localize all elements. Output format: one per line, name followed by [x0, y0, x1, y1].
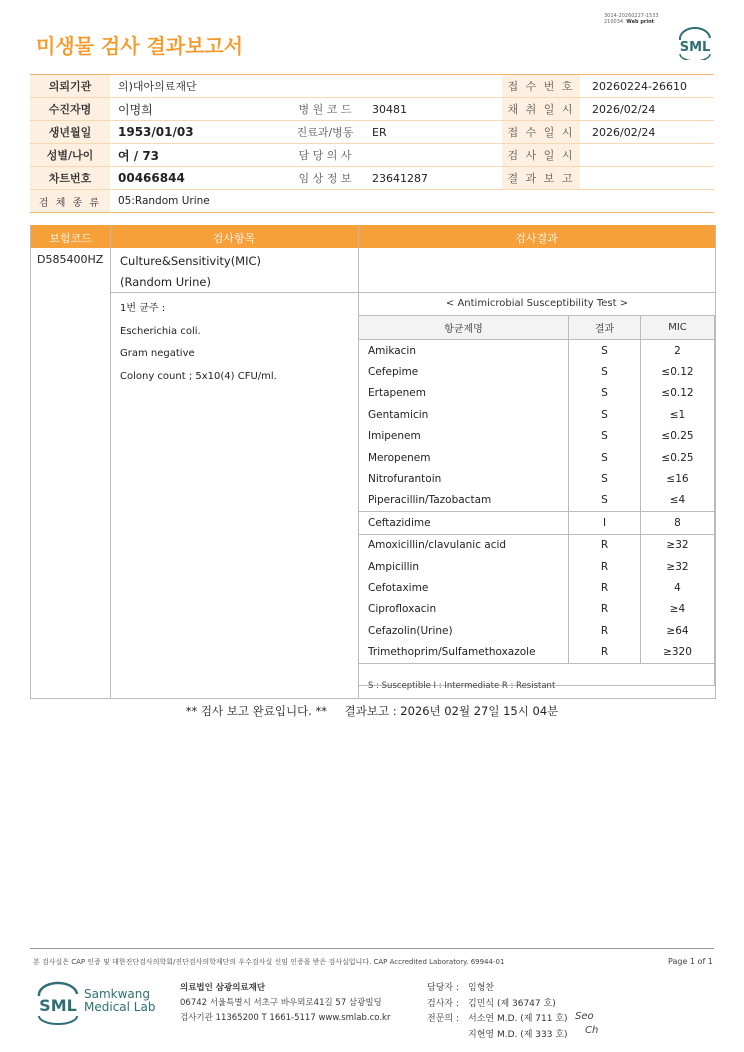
- drug-name: Ampicillin: [359, 556, 569, 577]
- results-section: [30, 225, 716, 699]
- drug-name: Meropenem: [359, 447, 569, 468]
- mic-cell: ≥64: [641, 620, 715, 641]
- drug-name: Amoxicillin/clavulanic acid: [359, 534, 569, 556]
- results-header: [31, 225, 715, 248]
- header-test-item: 검사항목: [212, 232, 256, 245]
- staff-list: [427, 981, 568, 1043]
- label-requesting-org: 의뢰기관: [30, 75, 110, 98]
- drug-name: Cefazolin(Urine): [359, 620, 569, 641]
- gram-stain: Gram negative: [120, 348, 195, 359]
- result-cell: R: [569, 599, 641, 620]
- table-row: [359, 556, 715, 577]
- table-row: [359, 468, 715, 489]
- info-row: [30, 75, 714, 98]
- mic-cell: ≤4: [641, 490, 715, 512]
- result-cell: S: [569, 340, 641, 362]
- print-code: 3014-20260227-1533 210034 Web print: [604, 13, 659, 25]
- patient-info-table: [30, 74, 714, 213]
- drug-name: Amikacin: [359, 340, 569, 362]
- value-department: ER: [364, 121, 502, 144]
- label-physician: 담 당 의 사: [286, 144, 364, 167]
- col-mic: MIC: [641, 316, 715, 340]
- value-physician: [364, 144, 502, 167]
- info-row: [30, 144, 714, 167]
- mic-cell: ≤16: [641, 468, 715, 489]
- mic-cell: ≥32: [641, 534, 715, 556]
- label-department: 진료과/병동: [286, 121, 364, 144]
- label-sex-age: 성별/나이: [30, 144, 110, 167]
- staff-row: 지현영 M.D. (제 333 호): [468, 1029, 568, 1040]
- value-patient-name: 이명희: [110, 98, 286, 121]
- result-cell: I: [569, 512, 641, 534]
- header-test-result: 검사결과: [515, 232, 558, 245]
- mic-cell: 4: [641, 577, 715, 598]
- info-row: [30, 167, 714, 190]
- mic-cell: ≤0.25: [641, 447, 715, 468]
- result-cell: S: [569, 426, 641, 447]
- result-cell: R: [569, 577, 641, 598]
- drug-name: Cefotaxime: [359, 577, 569, 598]
- value-chart-no: 00466844: [110, 167, 286, 190]
- signature: Seo Ch: [575, 1011, 599, 1036]
- table-row: [359, 340, 715, 362]
- table-header-row: [359, 316, 715, 340]
- value-test-date: [580, 144, 714, 167]
- drug-name: Trimethoprim/Sulfamethoxazole: [359, 641, 569, 663]
- mic-cell: ≥4: [641, 599, 715, 620]
- page-number: Page 1 of 1: [668, 957, 713, 966]
- table-row: [359, 620, 715, 641]
- table-row: [359, 383, 715, 404]
- value-report-date: [580, 167, 714, 190]
- brand-name: Samkwang Medical Lab: [84, 987, 156, 1014]
- value-collection-date: 2026/02/24: [580, 98, 714, 121]
- divider: [110, 225, 111, 698]
- mic-cell: ≤0.12: [641, 361, 715, 382]
- table-row: [359, 361, 715, 382]
- header-insurance-code: 보험코드: [49, 232, 92, 245]
- result-cell: R: [569, 641, 641, 663]
- info-row: [30, 121, 714, 144]
- svg-text:SML: SML: [39, 996, 77, 1015]
- info-row: [30, 98, 714, 121]
- drug-name: Gentamicin: [359, 404, 569, 425]
- drug-name: Ceftazidime: [359, 512, 569, 534]
- colony-count: Colony count ; 5x10(4) CFU/ml.: [120, 370, 277, 382]
- mic-cell: ≥32: [641, 556, 715, 577]
- mic-cell: 8: [641, 512, 715, 534]
- value-sex-age: 여 / 73: [110, 144, 286, 167]
- table-row: [359, 512, 715, 534]
- mic-cell: 2: [641, 340, 715, 362]
- sml-footer-logo-icon: [36, 980, 80, 1028]
- label-accession-no: 접 수 번 호: [502, 75, 580, 98]
- info-row: [30, 190, 714, 213]
- svg-text:SML: SML: [679, 40, 711, 55]
- completion-message: ** 검사 보고 완료입니다. ** 결과보고 : 2026년 02월 27일 15시 04분: [185, 704, 559, 718]
- document-title: 미생물 검사 결과보고서: [36, 34, 244, 58]
- footer-divider: [30, 948, 714, 949]
- table-row: [359, 599, 715, 620]
- mic-cell: ≤0.12: [641, 383, 715, 404]
- result-cell: S: [569, 447, 641, 468]
- table-row: [359, 641, 715, 663]
- mic-cell: ≤0.25: [641, 426, 715, 447]
- label-test-date: 검 사 일 시: [502, 144, 580, 167]
- organism-label: 1번 균주 :: [120, 303, 166, 314]
- sml-logo-icon: [676, 26, 714, 60]
- organism-info: [120, 298, 277, 388]
- drug-name: Ciprofloxacin: [359, 599, 569, 620]
- result-cell: S: [569, 404, 641, 425]
- mic-cell: ≥320: [641, 641, 715, 663]
- test-item-name: Culture&Sensitivity(MIC) (Random Urine): [120, 254, 262, 289]
- label-chart-no: 차트번호: [30, 167, 110, 190]
- label-report-date: 결 과 보 고: [502, 167, 580, 190]
- table-row: [359, 490, 715, 512]
- result-cell: S: [569, 383, 641, 404]
- result-cell: R: [569, 534, 641, 556]
- result-cell: S: [569, 468, 641, 489]
- col-drug: 항균제명: [359, 316, 569, 340]
- drug-name: Nitrofurantoin: [359, 468, 569, 489]
- table-row: [359, 577, 715, 598]
- drug-name: Cefepime: [359, 361, 569, 382]
- report-timestamp: 결과보고 : 2026년 02월 27일 15시 04분: [344, 704, 559, 718]
- label-clinical-info: 임 상 정 보: [286, 167, 364, 190]
- organism-name: Escherichia coli.: [120, 325, 201, 337]
- susceptibility-legend: S : Susceptible I : Intermediate R : Resistant: [368, 681, 556, 691]
- label-patient-name: 수진자명: [30, 98, 110, 121]
- divider: [358, 225, 359, 293]
- col-result: 결과: [569, 316, 641, 340]
- drug-name: Piperacillin/Tazobactam: [359, 490, 569, 512]
- result-cell: R: [569, 556, 641, 577]
- label-birth-date: 생년월일: [30, 121, 110, 144]
- susceptibility-table: [358, 315, 715, 686]
- result-cell: S: [569, 490, 641, 512]
- label-received-date: 접 수 일 시: [502, 121, 580, 144]
- staff-row: 전문의 : 서소연 M.D. (제 711 호): [427, 1014, 568, 1024]
- drug-name: Ertapenem: [359, 383, 569, 404]
- value-specimen-type: 05:Random Urine: [110, 190, 714, 213]
- value-clinical-info: 23641287: [364, 167, 502, 190]
- value-received-date: 2026/02/24: [580, 121, 714, 144]
- label-collection-date: 채 취 일 시: [502, 98, 580, 121]
- table-row: [359, 447, 715, 468]
- staff-row: 검사자 : 김민식 (제 36747 호): [427, 998, 556, 1009]
- mic-cell: ≤1: [641, 404, 715, 425]
- corporation-info: 의료법인 삼광의료재단 06742 서울특별시 서초구 바우뫼로41길 57 삼광빌딩 검사기관 11365200 T 1661-5117 www.smlab.co.kr: [180, 983, 391, 1023]
- result-cell: S: [569, 361, 641, 382]
- result-cell: R: [569, 620, 641, 641]
- table-row: [359, 426, 715, 447]
- drug-name: Imipenem: [359, 426, 569, 447]
- label-hospital-code: 병 원 코 드: [286, 98, 364, 121]
- table-row: [359, 534, 715, 556]
- value-birth-date: 1953/01/03: [110, 121, 286, 144]
- value-hospital-code: 30481: [364, 98, 502, 121]
- accreditation-note: 본 검사실은 CAP 인증 및 대한진단검사의학회/진단검사의학재단의 우수검사실 신임 인증을 받은 검사실입니다. CAP Accredited Laboratory. 69944-01: [33, 958, 505, 966]
- insurance-code: D585400HZ: [37, 253, 104, 266]
- staff-row: 담당자 : 임형찬: [427, 983, 495, 993]
- value-accession-no: 20260224-26610: [580, 75, 714, 98]
- table-row: [359, 404, 715, 425]
- ast-title: < Antimicrobial Susceptibility Test >: [445, 298, 629, 309]
- label-specimen-type: 검 체 종 류: [30, 190, 110, 213]
- value-requesting-org: 의)대아의료재단: [110, 75, 502, 98]
